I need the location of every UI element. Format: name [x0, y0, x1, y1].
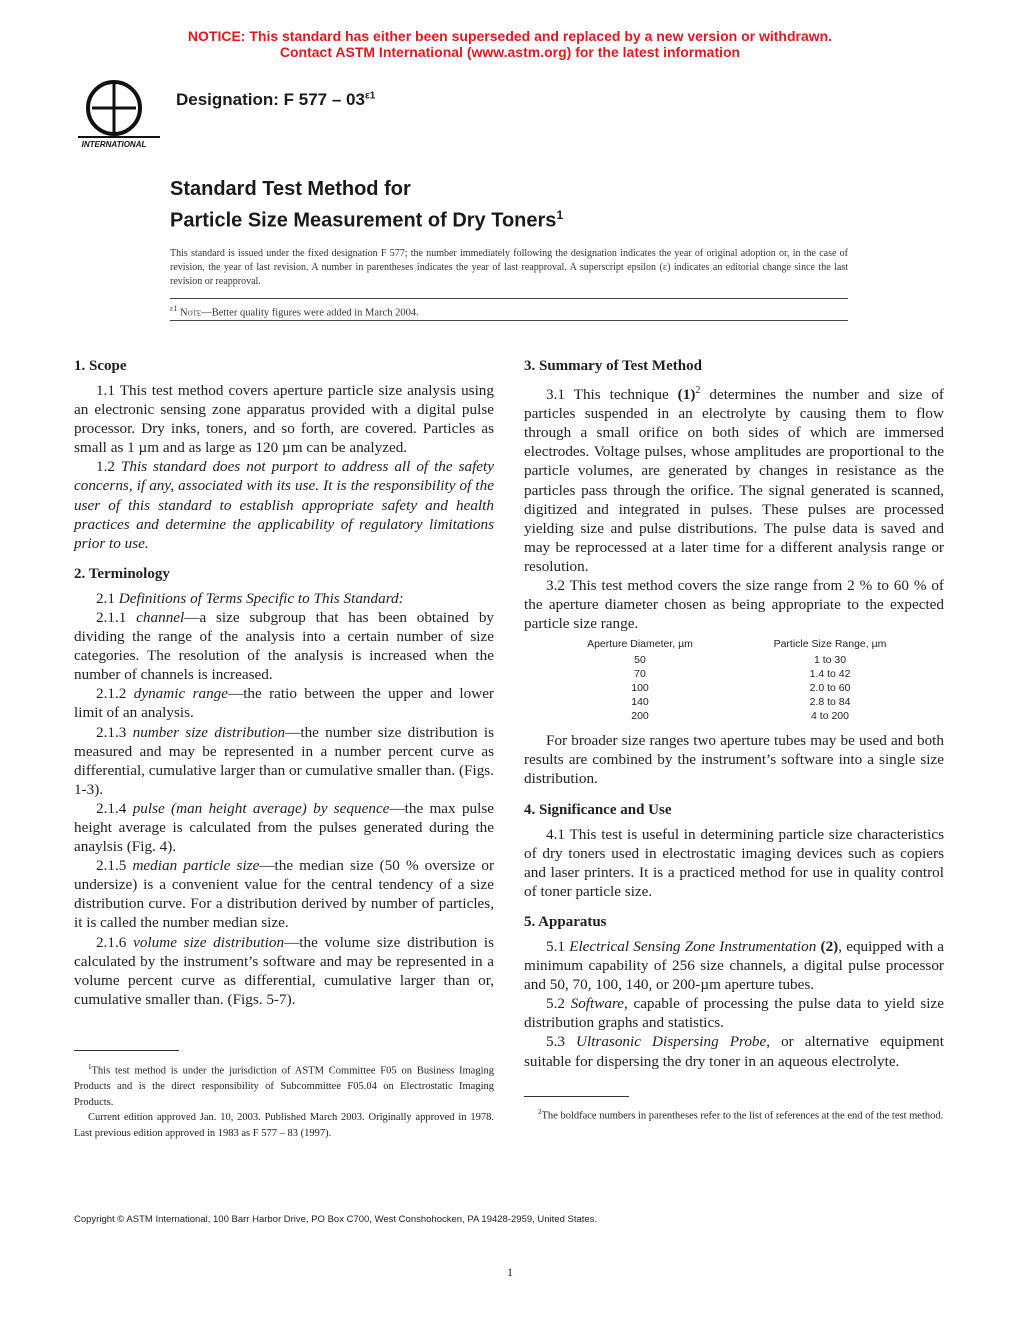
right-column — [524, 357, 944, 1071]
paragraph-number: 1.2 — [96, 458, 121, 476]
term: Ultrasonic Dispersing Probe — [576, 1033, 767, 1051]
definitions-heading: Definitions of Terms Specific to This Standard: — [118, 589, 404, 607]
paragraph-number: 2.1 — [96, 589, 119, 607]
paragraph-text: 3.1 This technique — [546, 386, 678, 404]
table-cell: 1.4 to 42 — [809, 668, 851, 681]
epsilon-note-mark: ε1 — [170, 304, 178, 313]
definition-text: —a size subgroup that has been obtained by dividing the range of the analysis into a certain number of size categories. The resolution of the analysis is increased when the number of channels is increased. — [74, 608, 495, 684]
table-cell: 4 to 200 — [811, 710, 849, 723]
designation-epsilon: ε1 — [364, 90, 376, 102]
paragraph-3-2: 3.2 This test method covers the size range from 2 % to 60 % of the aperture diameter chosen as being appropriate to the expected particle size range. — [524, 577, 944, 633]
table-row — [548, 695, 928, 709]
table-cell: 200 — [631, 710, 649, 723]
epsilon-note — [170, 304, 419, 319]
preamble: This standard is issued under the fixed designation F 577; the number immediately following the designation indicates the year of original adoption or, in the case of revision, the year of last revision. A number in parentheses indicates the year of last reapproval. A superscript epsilon (ε) indicates an editorial change since the last revision or reapproval. — [170, 248, 848, 287]
section-heading-apparatus: 5. Apparatus — [524, 913, 607, 930]
table-row — [548, 667, 928, 681]
table-cell: 2.0 to 60 — [809, 682, 851, 695]
definition-pulse — [74, 799, 494, 856]
footnote-1 — [74, 1060, 494, 1141]
definition-text: —the median size (50 % oversize or undersize) is a convenient value for the central tendency of a size distribution curve. For a distribution derived by number of particles, it is called the number median size. — [74, 857, 495, 932]
definition-text: —the ratio between the upper and lower limit of an analysis. — [74, 685, 494, 722]
reference-mark: (2) — [816, 937, 839, 955]
aperture-table — [548, 636, 928, 723]
footnote-text: The boldface numbers in parentheses refer to the list of references at the end of the test method. — [541, 1110, 944, 1122]
paragraph-number: 5.2 — [546, 995, 571, 1013]
paragraph-number: 2.1.1 — [96, 608, 137, 626]
paragraph-5-2 — [524, 994, 944, 1032]
paragraph-text: determines the number and size of particles suspended in an electrolyte by causing them to flow through a small orifice on both sides of which are immersed electrodes. Voltage pulses, whose amplitudes are proportional to the particle volumes, are generated by changes in resistance as the particles pass through the orifice. The signal generated is scanned, digitized and integrated in pulses. These pulses are processed yielding size and pulse distributions. The pulse data is saved and may be reprocessed at a later time for a different analysis range or resolution. — [524, 386, 944, 575]
left-column — [74, 357, 494, 1009]
divider — [170, 298, 848, 299]
paragraph-number: 2.1.4 — [96, 799, 133, 817]
safety-text: This standard does not purport to address all of the safety concerns, if any, associated with its use. It is the responsibility of the user of this standard to establish appropriate safety and health practices and determine the applicability of regulatory limitations prior to use. — [74, 458, 495, 552]
table-cell: 140 — [631, 696, 649, 709]
footnote-mark: 2 — [538, 1108, 542, 1116]
table-cell: 2.8 to 84 — [809, 696, 851, 709]
divider — [170, 320, 848, 321]
definition-channel — [74, 608, 494, 684]
footnote-mark: 1 — [88, 1063, 92, 1071]
definition-number-size-distribution — [74, 723, 494, 799]
table-header: Particle Size Range, µm — [773, 638, 887, 651]
table-cell: 70 — [634, 668, 646, 681]
paragraph-1-1: 1.1 This test method covers aperture particle size analysis using an electronic sensing zone apparatus provided with a digital pulse processor. Dry inks, toners, and so forth, are covered. Particles as small as 1 µm and as large as 120 µm can be analyzed. — [74, 382, 494, 457]
footnote-text: Current edition approved Jan. 10, 2003. Published March 2003. Originally approved in 1978. Last previous edition approved in 1983 as F 577 – 83 (1997). — [74, 1112, 494, 1139]
epsilon-note-text: —Better quality figures were added in March 2004. — [201, 307, 419, 319]
paragraph-5-1 — [524, 937, 944, 994]
term: channel — [136, 608, 185, 626]
paragraph-5-3 — [524, 1032, 944, 1070]
table-row — [548, 681, 928, 695]
footnote-mark: 2 — [695, 385, 701, 396]
paragraph-text: , or alternative equipment suitable for dispersing the dry toner in an aqueous electrolyte. — [524, 1033, 944, 1070]
document-title — [170, 176, 563, 234]
paragraph-number: 2.1.2 — [96, 685, 134, 703]
epsilon-note-label: Note — [179, 307, 202, 319]
paragraph-number: 5.3 — [546, 1033, 577, 1051]
notice-line-1: NOTICE: This standard has either been superseded and replaced by a new version or withdrawn. — [187, 28, 833, 44]
term: pulse (man height average) by sequence — [132, 799, 390, 817]
reference-mark: (1) — [677, 386, 696, 404]
logo-subtitle: INTERNATIONAL — [81, 140, 147, 149]
table-cell: 1 to 30 — [813, 654, 847, 667]
footnote-divider — [524, 1096, 629, 1097]
paragraph-text: , equipped with a minimum capability of 256 size channels, a digital pulse processor and 50, 70, 100, 140, or 200-µm aperture tubes. — [524, 937, 945, 994]
term: Electrical Sensing Zone Instrumentation — [569, 937, 817, 955]
designation-text: Designation: F 577 – 03 — [176, 90, 365, 109]
title-line-1: Standard Test Method for — [170, 178, 411, 200]
definition-median-particle-size — [74, 856, 494, 932]
paragraph-3-3: For broader size ranges two aperture tubes may be used and both results are combined by the instrument’s software into a single size distribution. — [524, 732, 944, 788]
paragraph-number: 2.1.3 — [96, 723, 133, 741]
definition-dynamic-range — [74, 684, 494, 722]
designation — [176, 90, 375, 110]
term: dynamic range — [133, 685, 228, 703]
notice-line-2: Contact ASTM International (www.astm.org) for the latest information — [279, 44, 741, 60]
paragraph-3-1 — [524, 381, 944, 576]
page-number: 1 — [507, 1265, 513, 1279]
section-heading-summary: 3. Summary of Test Method — [524, 358, 702, 374]
table-row — [548, 709, 928, 723]
paragraph-1-2 — [74, 457, 494, 552]
table-row — [548, 653, 928, 667]
table-cell: 100 — [631, 682, 649, 695]
paragraph-text: , capable of processing the pulse data to yield size distribution graphs and statistics. — [524, 995, 944, 1032]
term: volume size distribution — [133, 933, 285, 951]
section-heading-terminology: 2. Terminology — [74, 565, 170, 582]
footnote-2 — [524, 1105, 944, 1124]
definition-text: —the number size distribution is measured and may be represented in a number percent curve as differential, cumulative larger than or cumulative smaller than. (Figs. 1-3). — [74, 723, 494, 798]
copyright: Copyright © ASTM International, 100 Barr Harbor Drive, PO Box C700, West Conshohocken, PA 19428-2959, United States. — [74, 1214, 598, 1225]
paragraph-number: 2.1.5 — [96, 857, 133, 875]
withdrawal-notice — [0, 28, 1020, 60]
paragraph-4-1: 4.1 This test is useful in determining particle size characteristics of dry toners used in electrostatic imaging devices such as copiers and laser printers. It is a practiced method for use in quality control of toner particle size. — [524, 825, 944, 900]
paragraph-number: 2.1.6 — [96, 933, 134, 951]
term: Software — [570, 995, 625, 1013]
title-footnote-mark: 1 — [556, 208, 564, 222]
table-header: Aperture Diameter, µm — [587, 638, 693, 651]
astm-logo — [72, 78, 164, 150]
table-cell: 50 — [634, 654, 646, 667]
definition-text: —the volume size distribution is calculated by the instrument’s software and may be represented in a volume percent curve as differential, cumulative larger than or, cumulative smaller than. (Figs. 5-7). — [74, 933, 495, 1008]
definition-text: —the max pulse height average is calculated from the pulses generated during the anaylsis (Fig. 4). — [74, 799, 495, 856]
paragraph-number: 5.1 — [546, 937, 570, 955]
section-heading-scope: 1. Scope — [74, 358, 127, 374]
title-line-2: Particle Size Measurement of Dry Toners — [170, 209, 557, 232]
section-heading-significance: 4. Significance and Use — [524, 801, 672, 818]
footnote-text: This test method is under the jurisdiction of ASTM Committee F05 on Business Imaging Products and is the direct responsibility of Subcommittee F05.04 on Electrostatic Imaging Products. — [74, 1065, 494, 1108]
term: median particle size — [132, 857, 260, 875]
footnote-divider — [74, 1050, 179, 1051]
term: number size distribution — [132, 723, 286, 741]
paragraph-2-1 — [74, 589, 494, 608]
definition-volume-size-distribution — [74, 933, 494, 1009]
